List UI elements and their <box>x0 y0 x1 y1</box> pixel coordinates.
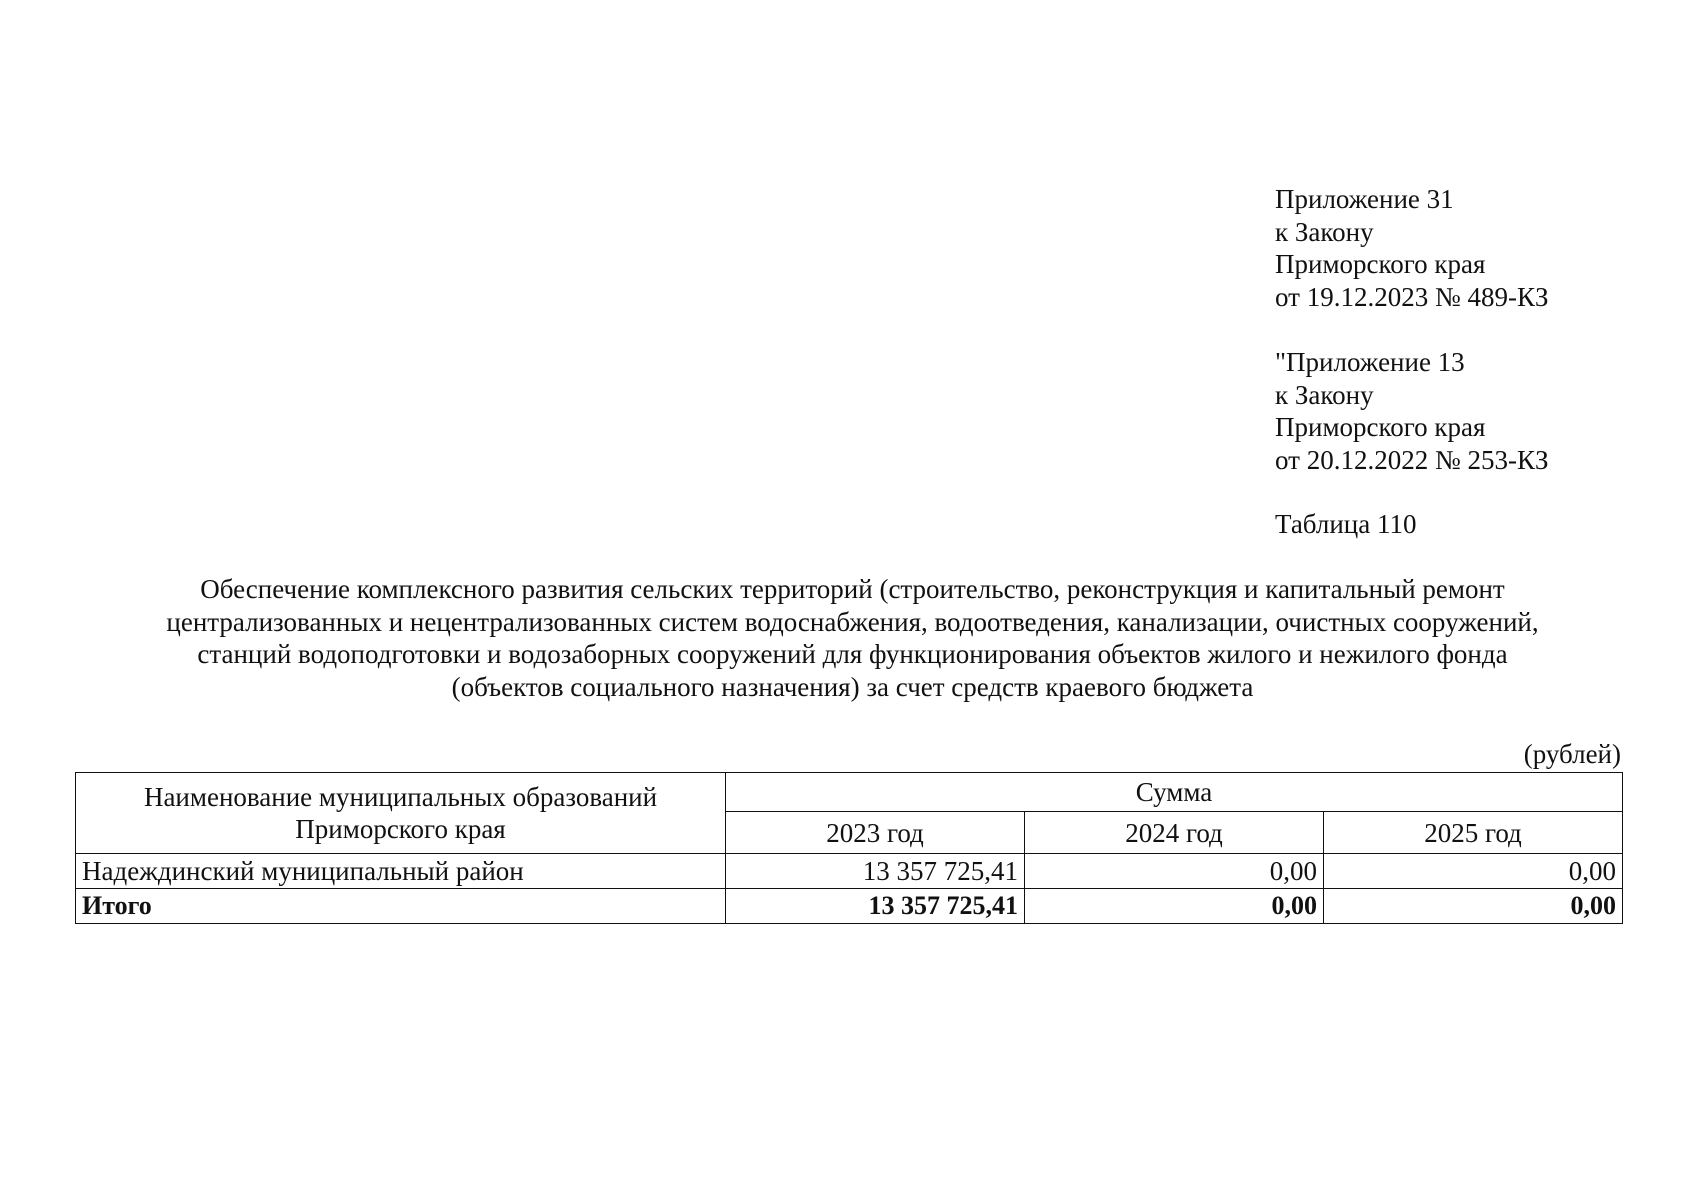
cell-total-label: Итого <box>76 889 726 924</box>
table-row-total <box>76 889 1623 924</box>
header-municipality-line-2: Приморского края <box>295 814 506 844</box>
table-number: Таблица 110 <box>1275 509 1417 539</box>
units-label: (рублей) <box>1523 739 1621 769</box>
appendix-original-line-1: "Приложение 13 <box>1275 347 1465 377</box>
cell-municipality-name: Надеждинский муниципальный район <box>76 854 726 889</box>
title-line: (объектов социального назначения) за счет средств краевого бюджета <box>451 671 1254 702</box>
title-line: Обеспечение комплексного развития сельских территорий (строительство, реконструкция и капитальный ремонт <box>200 574 1505 604</box>
header-year-2024: 2024 год <box>1025 812 1324 854</box>
appendix-current-line-4: от 19.12.2023 № 489-КЗ <box>1275 281 1549 312</box>
cell-value-2025: 0,00 <box>1324 854 1623 889</box>
title-line: централизованных и нецентрализованных систем водоснабжения, водоотведения, канализации, очистных сооружений, <box>166 606 1539 637</box>
header-year-2025: 2025 год <box>1324 812 1623 854</box>
budget-table <box>75 772 1623 924</box>
title-line: станций водоподготовки и водозаборных сооружений для функционирования объектов жилого и нежилого фонда <box>197 639 1508 669</box>
table-row <box>76 854 1623 889</box>
cell-total-2023: 13 357 725,41 <box>726 889 1025 924</box>
appendix-current-line-3: Приморского края <box>1275 249 1486 279</box>
cell-total-2024: 0,00 <box>1025 889 1324 924</box>
appendix-current-line-2: к Закону <box>1275 216 1374 247</box>
appendix-original-block <box>1275 346 1655 476</box>
cell-value-2024: 0,00 <box>1025 854 1324 889</box>
appendix-original-line-3: Приморского края <box>1275 412 1486 442</box>
cell-total-2025: 0,00 <box>1324 889 1623 924</box>
header-municipality <box>76 773 726 854</box>
header-sum: Сумма <box>726 773 1623 812</box>
appendix-current-block <box>1275 183 1655 313</box>
document-title <box>80 573 1625 703</box>
header-year-2023: 2023 год <box>726 812 1025 854</box>
appendix-original-line-4: от 20.12.2022 № 253-КЗ <box>1275 444 1549 475</box>
cell-value-2023: 13 357 725,41 <box>726 854 1025 889</box>
appendix-current-line-1: Приложение 31 <box>1275 184 1454 214</box>
header-municipality-line-1: Наименование муниципальных образований <box>143 782 658 812</box>
appendix-original-line-2: к Закону <box>1275 379 1374 410</box>
